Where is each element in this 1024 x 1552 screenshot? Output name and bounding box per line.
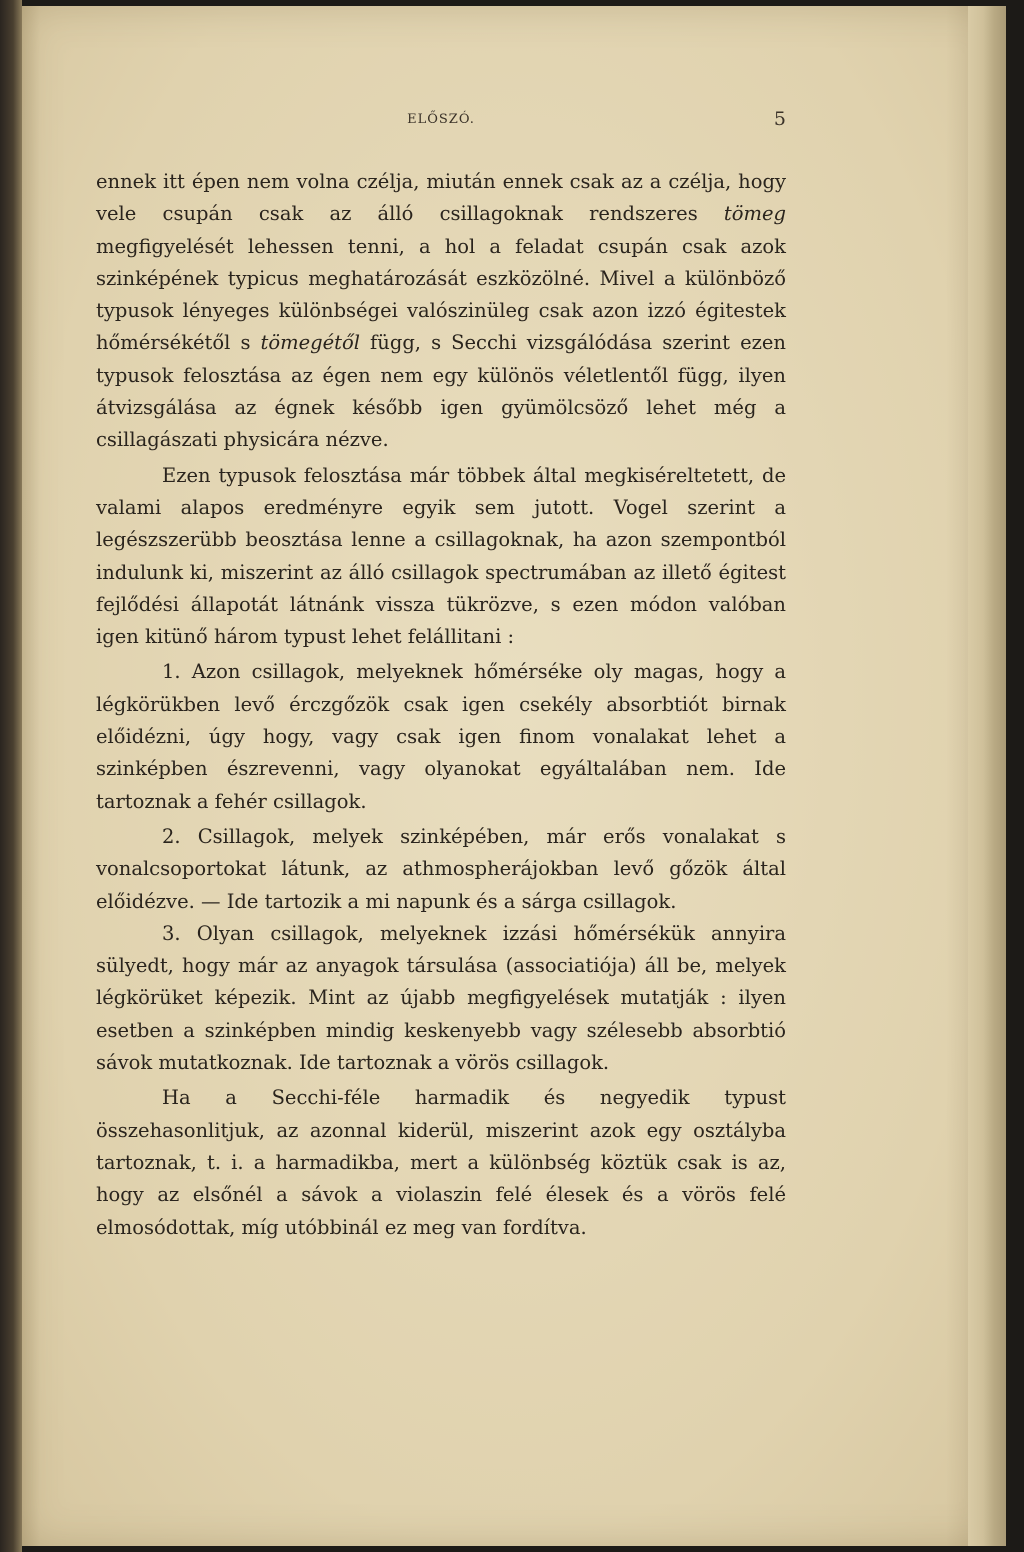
list-item-1: 1. Azon csillagok, melyeknek hőmérséke oly magas, hogy a légkörükben levő érczgőzök csak igen csekély absorbtiót birnak előidézni, úgy hogy, vagy csak igen finom vonalakat lehet a szinképben észrevenni, vagy olyanokat egyáltalában nem. Ide tartoznak a fehér csillagok. [96,660,786,813]
paragraph-1-part-c: függ, s Secchi vizsgálódása szerint ezen typusok felosztása az égen nem egy különös véletlentől függ, ilyen átvizsgálása az égnek később igen gyümölcsöző lehet még a csillagászati physicára nézve. [96,331,786,452]
running-head: ELŐSZÓ. [407,112,475,127]
paragraph-1-part-b: megfigyelését lehessen tenni, a hol a feladat csupán csak azok szinképének typicus meghatározását eszközölné. Mivel a különböző typusok lényeges különbségei valószinüleg csak azon izzó égitestek hőmérsékétől s [96,234,786,355]
list-item-3: 3. Olyan csillagok, melyeknek izzási hőmérsékük annyira sülyedt, hogy már az anyagok társulása (associatiója) áll be, melyek légkörüket képezik. Mint az újabb megfigyelések mutatják : ilyen esetben a szinképben mindig keskenyebb vagy szélesebb absorbtió sávok mutatkoznak. Ide tartoznak a vörös csillagok. [96,921,786,1075]
emphasis-tomeg: tömeg [723,202,786,226]
list-item-2: 2. Csillagok, melyek szinképében, már erős vonalakat s vonalcsoportokat látunk, az athmospherájokban levő gőzök által előidézve. — Ide tartozik a mi napunk és a sárga csillagok. [96,824,786,913]
page-left-edge [0,0,22,1552]
page-number: 5 [773,108,786,130]
paragraph-1-part-a: ennek itt épen nem volna czélja, miután ennek csak az a czélja, hogy vele csupán csak az álló csillagoknak rendszeres [96,170,786,226]
paragraph-2: Ezen typusok felosztása már többek által megkiséreltetett, de valami alapos eredményre egyik sem jutott. Vogel szerint a legészszerübb beosztása lenne a csillagoknak, ha azon szempontból indulunk ki, miszerint az álló csillagok spectrumában az illető égitest fejlődési állapotát látnánk vissza tükrözve, s ezen módon valóban igen kitünő három typust lehet felállitani : [96,463,786,649]
page-header [96,108,786,136]
paragraph-6: Ha a Secchi-féle harmadik és negyedik typust összehasonlitjuk, az azonnal kiderül, miszerint azok egy osztályba tartoznak, t. i. a harmadikba, mert a különbség köztük csak is az, hogy az elsőnél a sávok a violaszin felé élesek és a vörös felé elmosódottak, míg utóbbinál ez meg van fordítva. [96,1086,786,1239]
book-spine-edge [968,6,1006,1546]
page-text-block [96,108,786,1244]
emphasis-tomegetol: tömegétől [260,331,360,355]
paragraph-1 [96,166,786,457]
